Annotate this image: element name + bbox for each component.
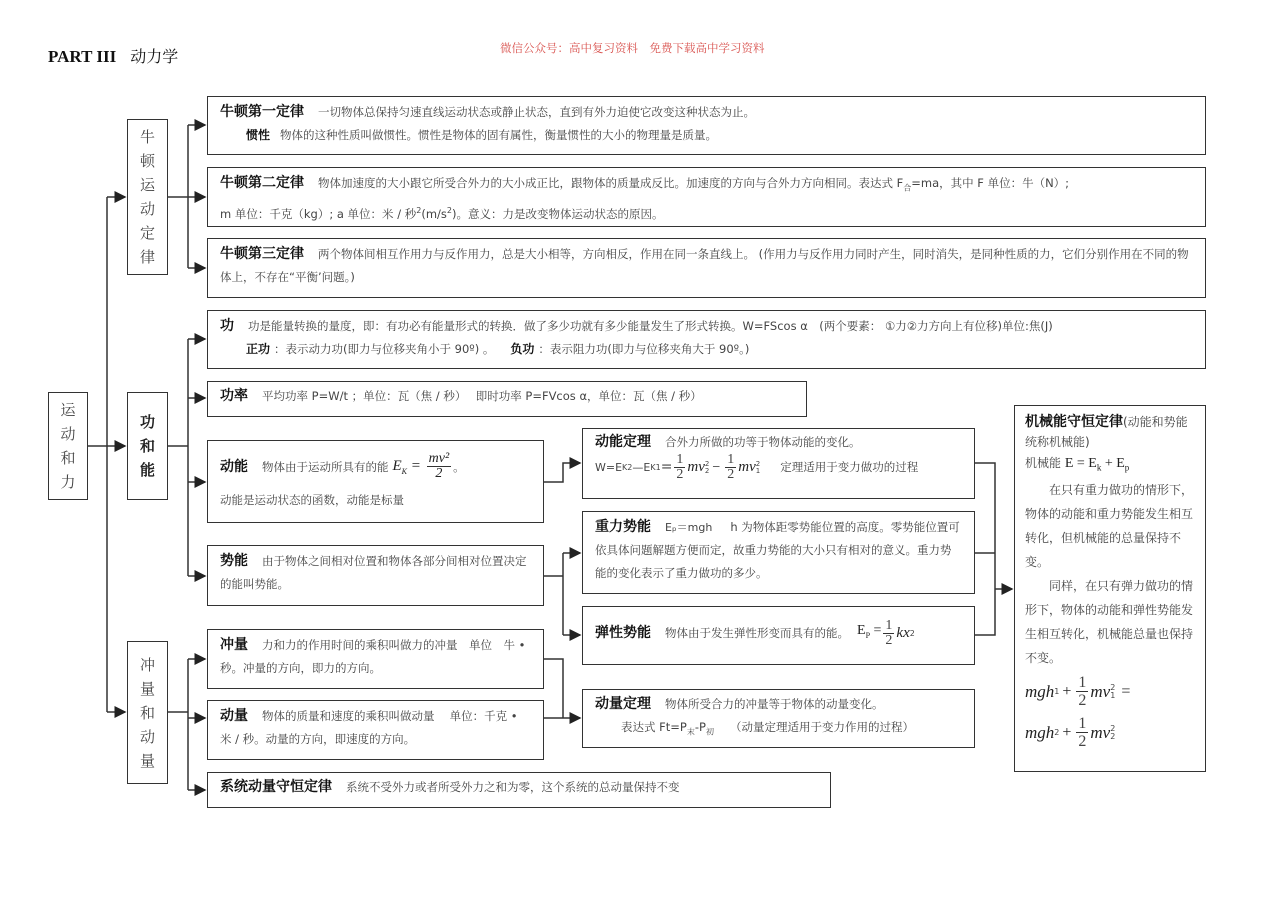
eq2-mv: mv: [1090, 722, 1111, 742]
kinetic-formula-e: E: [392, 457, 402, 474]
fraction-denominator: 2: [676, 467, 684, 482]
potential-text: 由于物体之间相对位置和物体各部分间相对位置决定的能叫势能。: [220, 554, 527, 591]
branch-char: 定: [139, 224, 155, 242]
gravity-pe-formula: Eₚ＝mgh: [665, 521, 713, 534]
power-text: 平均功率 P=W/t ；单位：瓦（焦 / 秒） 即时功率 P=FVcos α，单位：瓦（焦 / 秒）: [262, 389, 702, 403]
branch-char: 能: [139, 461, 155, 479]
mech-equation-2: [1025, 715, 1195, 750]
power-box: [207, 381, 807, 417]
mech-def-label: 机械能: [1025, 456, 1062, 470]
kinetic-numerator: mv²: [428, 450, 450, 466]
ke-term1: mv: [687, 459, 705, 475]
kinetic-energy-box: [207, 440, 544, 523]
branch-char: 量: [139, 679, 155, 698]
chapter-title: 动力学: [130, 47, 179, 66]
newton1-text: 一切物体总保持匀速直线运动状态或静止状态，直到有外力迫使它改变这种状态为止。: [318, 105, 755, 119]
branch-char: 律: [139, 248, 155, 266]
branch-char: 牛: [139, 128, 155, 146]
ke-term1-sup: 2: [704, 459, 710, 468]
ke-formula-k2: K2: [622, 463, 633, 472]
momentum-box: [207, 700, 544, 760]
eq2-plus: +: [1062, 723, 1072, 741]
newton2-text-end: =ma，其中 F 单位：牛（N）;: [911, 176, 1070, 190]
fraction-denominator: 2: [727, 467, 735, 482]
branch-momentum: [127, 641, 168, 784]
ke-term2: mv: [738, 459, 756, 475]
kinetic-title: 动能: [220, 458, 248, 475]
newton2-title: 牛顿第二定律: [220, 175, 304, 191]
root-char: 动: [60, 425, 76, 443]
branch-work-energy: [127, 392, 168, 500]
fraction-denominator: 2: [885, 632, 893, 648]
mech-conservation-title: 机械能守恒定律: [1025, 414, 1123, 430]
mech-conservation-note: (动能和势能统称机械能): [1025, 415, 1188, 449]
ke-term1-sub: 2: [704, 466, 710, 475]
mech-spine: [975, 463, 995, 635]
newton2-sub: 合: [903, 183, 912, 193]
momentum-conservation-title: 系统动量守恒定律: [220, 779, 332, 795]
ke-theorem-text: 合外力所做的功等于物体动能的变化。: [665, 435, 861, 449]
branch-char: 和: [139, 437, 155, 455]
impulse-title: 冲量: [220, 637, 248, 653]
inertia-title: 惯性: [246, 128, 271, 142]
mech-def-plus: + E: [1101, 456, 1125, 471]
kinetic-formula-sub: K: [401, 466, 408, 476]
elastic-pe-box: [582, 606, 975, 665]
root-char: 和: [60, 449, 76, 467]
gravity-pe-title: 重力势能: [595, 519, 651, 535]
fraction-numerator: 1: [1078, 674, 1087, 692]
branch-char: 顿: [139, 152, 155, 170]
kinetic-formula: $E_K$ = $\frac{\text{mv²}}{2}$: [392, 450, 450, 481]
ke-formula-minus: —E: [632, 461, 651, 474]
mech-def-formula: E = E: [1064, 456, 1097, 471]
eq1-equals: =: [1121, 682, 1131, 700]
branch-char: 运: [139, 176, 155, 194]
root-node: [48, 392, 88, 500]
fraction-numerator: 1: [1078, 715, 1087, 733]
eq2-mgh: mgh: [1025, 722, 1055, 742]
impulse-box: [207, 629, 544, 689]
ke-formula-k1: K1: [650, 463, 661, 472]
momentum-formula-mid: -P: [694, 720, 706, 734]
momentum-conservation-box: [207, 772, 831, 808]
ke-term2-sub: 1: [755, 466, 761, 475]
newton-second-law: [207, 167, 1206, 227]
newton2-text: 物体加速度的大小跟它所受合外力的大小成正比，跟物体的质量成反比。加速度的方向与合外力方向相同。表达式 F: [318, 176, 904, 190]
eq2-sup: 2: [1110, 723, 1116, 733]
power-title: 功率: [220, 388, 248, 404]
ke-formula-op: −: [712, 460, 721, 475]
eq2-tsub: 2: [1110, 731, 1116, 741]
momentum-theorem-text: 物体所受合力的冲量等于物体的动量变化。: [665, 697, 884, 711]
impulse-connector: [543, 659, 563, 718]
mech-def-k: k: [1096, 462, 1102, 473]
mech-conservation-box: [1014, 405, 1206, 772]
gravity-pe-box: [582, 511, 975, 594]
fraction-numerator: 1: [727, 452, 735, 467]
momentum-sub-initial: 初: [705, 727, 714, 737]
branch-char: 冲: [139, 655, 155, 674]
momentum-text: 物体的质量和速度的乘积叫做动量 单位：千克 • 米 / 秒。动量的方向，即速度的方向。: [220, 709, 518, 746]
fraction-denominator: 2: [1078, 733, 1087, 751]
ke-term2-sup: 2: [755, 459, 761, 468]
eq1-tsub: 1: [1110, 690, 1116, 700]
kinetic-end: 。: [453, 459, 465, 474]
newton-third-law: [207, 238, 1206, 298]
mech-para-elastic: 同样，在只有弹力做功的情形下，物体的动能和弹性势能发生相互转化，机械能总量也保持不变。: [1025, 579, 1194, 666]
momentum-conservation-text: 系统不受外力或者所受外力之和为零，这个系统的总动量保持不变: [346, 780, 680, 794]
root-char: 力: [60, 473, 76, 491]
newton2-sup2: 2: [446, 206, 452, 216]
elastic-rhs-sup: 2: [909, 628, 915, 638]
eq1-mv: mv: [1090, 681, 1111, 701]
kinetic-scalar-note: 动能是运动状态的函数，动能是标量: [220, 493, 404, 507]
newton2-units: m 单位：千克（kg）; a 单位：米 / 秒: [220, 207, 417, 222]
newton-first-law: [207, 96, 1206, 155]
ke-theorem-note: 定理适用于变力做功的过程: [780, 460, 919, 474]
eq2-sub: 2: [1054, 727, 1060, 737]
negative-work-title: 负功: [510, 342, 535, 356]
work-box: [207, 310, 1206, 369]
ke-theorem-title: 动能定理: [595, 434, 651, 450]
eq1-mgh: mgh: [1025, 681, 1055, 701]
newton2-meaning: )。意义：力是改变物体运动状态的原因。: [451, 207, 664, 222]
ke-formula-eq: =: [660, 459, 673, 475]
fraction-denominator: 2: [1078, 692, 1087, 710]
eq1-sup: 2: [1110, 682, 1116, 692]
ke-theorem-box: [582, 428, 975, 499]
momentum-theorem-formula: 表达式 Ft=P: [621, 720, 687, 734]
root-char: 运: [60, 401, 76, 419]
momentum-theorem-title: 动量定理: [595, 696, 651, 712]
arrow-to-ke-theorem: [543, 463, 580, 482]
branch-newton: [127, 119, 168, 275]
kinetic-denominator: 2: [435, 465, 443, 481]
newton2-sup: 2: [416, 206, 422, 216]
newton1-title: 牛顿第一定律: [220, 104, 304, 120]
elastic-pe-formula: [857, 619, 881, 647]
part-label: PART III: [48, 47, 117, 66]
elastic-lhs: E: [857, 623, 866, 639]
mech-para-gravity: 在只有重力做功的情形下，物体的动能和重力势能发生相互转化，但机械能的总量保持不变。: [1025, 483, 1194, 570]
potential-title: 势能: [220, 553, 248, 569]
mech-equation-1: [1025, 674, 1195, 709]
momentum-title: 动量: [220, 708, 248, 724]
work-title: 功: [220, 318, 234, 334]
branch-char: 和: [139, 703, 155, 722]
branch-char: 功: [139, 413, 155, 431]
elastic-eq: =: [873, 623, 882, 639]
elastic-rhs: kx: [896, 624, 910, 641]
momentum-sub-final: 末: [686, 727, 695, 737]
elastic-pe-text: 物体由于发生弹性形变而具有的能。: [665, 625, 849, 640]
branch-char: 动: [139, 727, 155, 746]
momentum-theorem-note: （动量定理适用于变力作用的过程）: [729, 720, 914, 734]
eq1-sub: 1: [1054, 686, 1060, 696]
elastic-lhs-sub: P: [865, 630, 871, 640]
kinetic-text: 物体由于运动所具有的能: [262, 459, 389, 474]
newton3-text: 两个物体间相互作用力与反作用力，总是大小相等，方向相反，作用在同一条直线上。 (作用力与反作用力同时产生，同时消失，是同种性质的力，它们分别作用在不同的物体上，不存在“平衡’问题。): [220, 247, 1189, 284]
mech-def-p: p: [1124, 462, 1130, 473]
inertia-text: 物体的这种性质叫做惯性。惯性是物体的固有属性，衡量惯性的大小的物理量是质量。: [280, 128, 718, 142]
gravity-pe-text: h 为物体距零势能位置的高度。零势能位置可依具体问题解题方便而定，故重力势能的大小只有相对的意义。重力势能的变化表示了重力做功的多少。: [595, 520, 960, 580]
work-text: 功是能量转换的量度，即：有功必有能量形式的转换．做了多少功就有多少能量发生了形式转换。W=FScos α (两个要素： ①力②力方向上有位移)单位:焦(J): [248, 319, 1053, 333]
watermark: 微信公众号：高中复习资料 免费下载高中学习资料: [500, 41, 765, 55]
eq1-plus: +: [1062, 682, 1072, 700]
positive-work-text: ：表示动力功(即力与位移夹角小于 90º) 。: [274, 342, 495, 356]
ke-formula-w: W=E: [595, 461, 623, 474]
impulse-text: 力和力的作用时间的乘积叫做力的冲量 单位 牛 • 秒。冲量的方向，即力的方向。: [220, 638, 526, 675]
branch-char: 量: [139, 751, 155, 770]
momentum-theorem-box: [582, 689, 975, 748]
elastic-pe-title: 弹性势能: [595, 624, 651, 641]
fraction-numerator: 1: [885, 617, 893, 633]
negative-work-text: ：表示阻力功(即力与位移夹角大于 90º。): [538, 342, 750, 356]
newton2-units-b: (m/s: [421, 207, 447, 222]
potential-energy-box: [207, 545, 544, 606]
positive-work-title: 正功: [246, 342, 271, 356]
newton3-title: 牛顿第三定律: [220, 246, 304, 262]
branch-char: 动: [139, 200, 155, 218]
fraction-numerator: 1: [676, 452, 684, 467]
